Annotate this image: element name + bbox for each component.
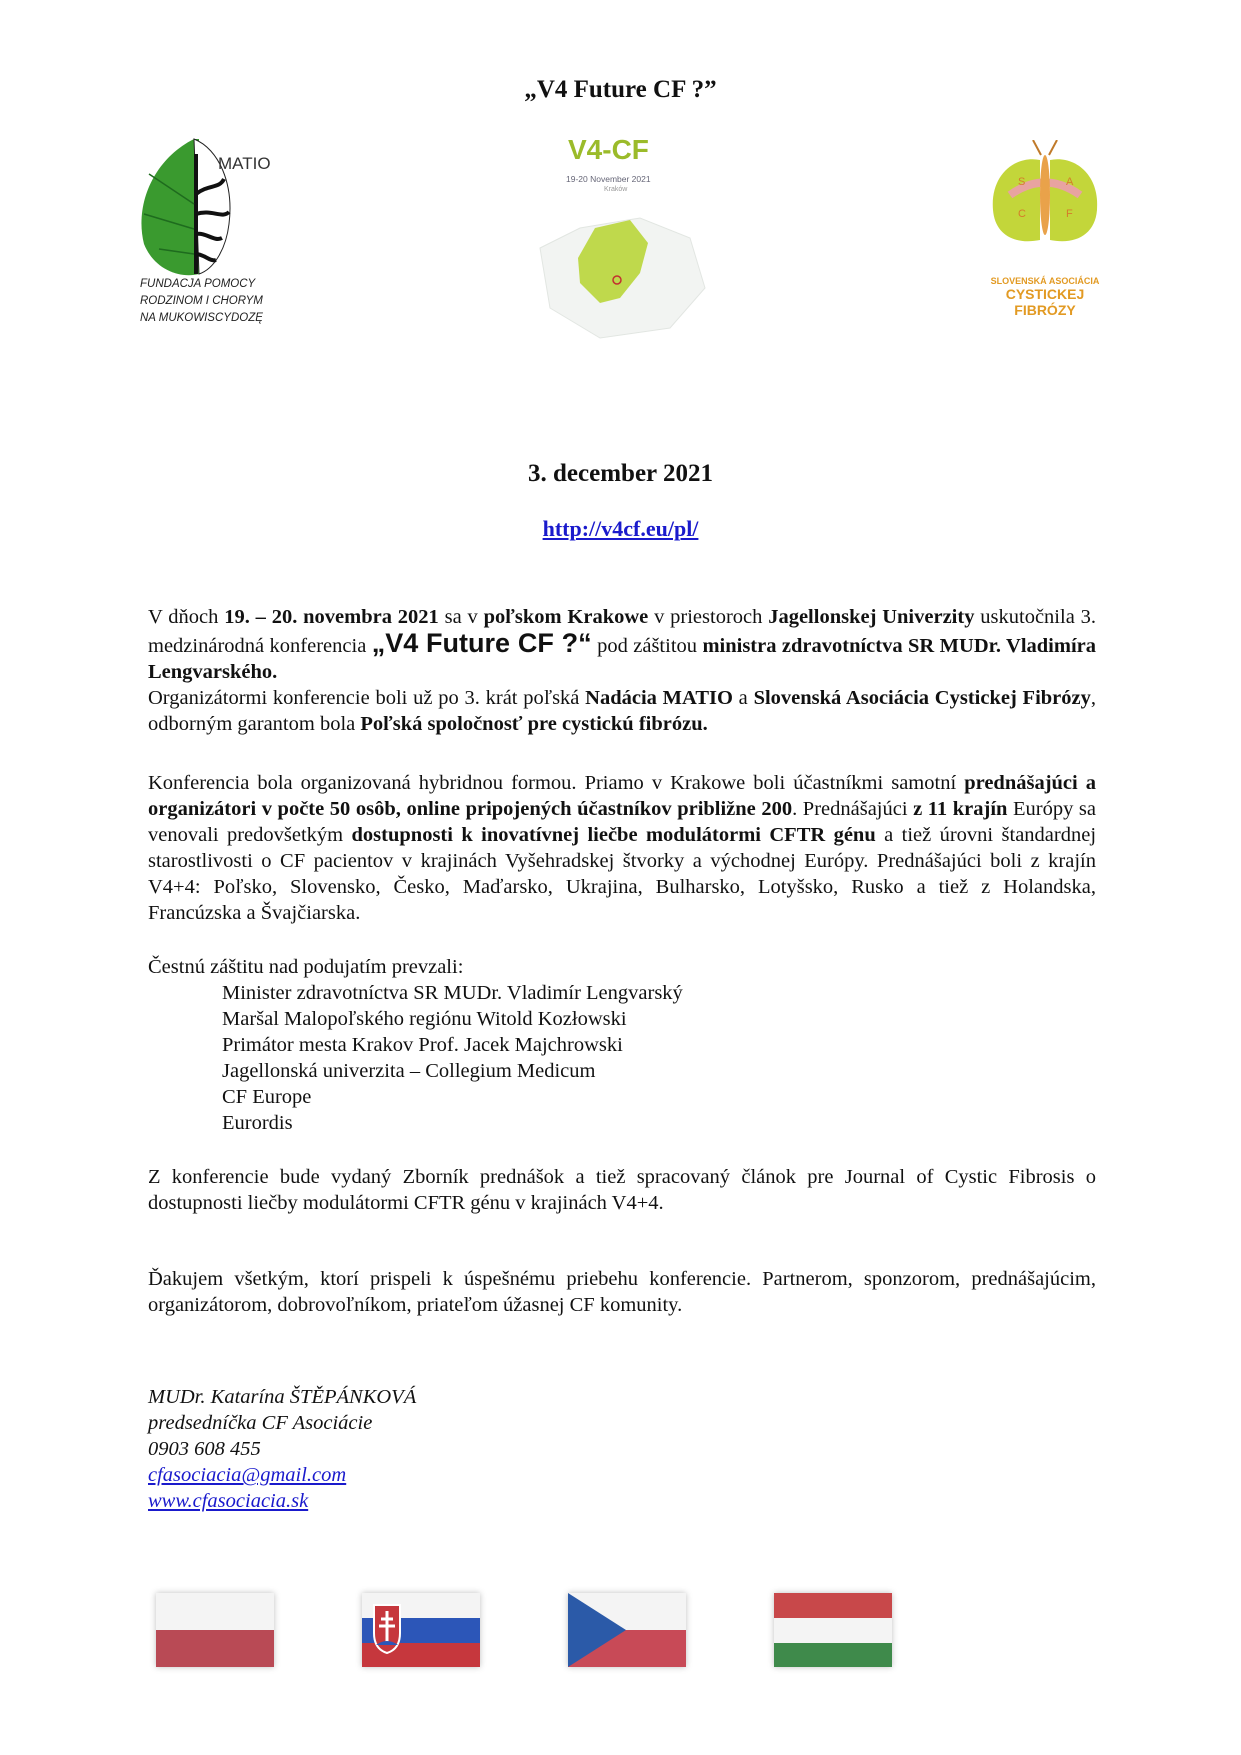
signature-phone: 0903 608 455 (148, 1438, 261, 1460)
butterfly-lungs-icon (985, 140, 1105, 260)
paragraph-intro: V dňoch 19. – 20. novembra 2021 sa v poľskom Krakowe v priestoroch Jagellonskej Univerzity uskutočnila 3. medzinárodná konferencia „V4 Future CF ?“ pod záštitou ministra zdravotníctva SR MUDr. Vladimíra Lengvarského. Organizátormi konferencie boli už po 3. krát poľská Nadácia MATIO a Slovenská Asociácia Cystickej Fibrózy, odborným garantom bola Poľská spoločnosť pre cystickú fibrózu. (148, 606, 1096, 735)
v4cf-dates: 19-20 November 2021 (566, 174, 651, 184)
paragraph-thanks: Ďakujem všetkým, ktorí prispeli k úspešnému priebehu konferencie. Partnerom, sponzorom, prednášajúcim, organizátorom, dobrovoľníkom, priateľom úžasnej CF komunity. (148, 1268, 1096, 1316)
paragraph-proceedings: Z konferencie bude vydaný Zborník prednášok a tiež spracovaný článok pre Journal of Cystic Fibrosis o dostupnosti liečby modulátormi CFTR génu v krajinách V4+4. (148, 1166, 1096, 1214)
hungary-flag (774, 1593, 892, 1667)
paragraph-format: Konferencia bola organizovaná hybridnou formou. Priamo v Krakowe boli účastníkmi samotní prednášajúci a organizátori v počte 50 osôb, online pripojených účastníkov približne 200. Prednášajúci z 11 krajín Európy sa venovali predovšetkým dostupnosti k inovatívnej liečbe modulátormi CFTR génu a tiež úrovni štandardnej starostlivosti o CF pacientov v krajinách Vyšehradskej štvorky a východnej Európy. Prednášajúci boli z krajín V4+4: Poľsko, Slovensko, Česko, Maďarsko, Ukrajina, Bulharsko, Lotyšsko, Rusko a tiež z Holandska, Francúzska a Švajčiarska. (148, 772, 1097, 924)
v4cf-logo (520, 128, 720, 348)
sacf-letter-c: C (1018, 208, 1026, 220)
website-link[interactable]: http://v4cf.eu/pl/ (542, 516, 699, 541)
v4-map-icon (520, 188, 720, 348)
patron-item: CF Europe (222, 1086, 312, 1108)
poland-flag (156, 1593, 274, 1667)
matio-logo (134, 134, 284, 364)
czechia-flag (568, 1593, 686, 1667)
patron-item: Eurordis (222, 1112, 293, 1134)
v4cf-city: Kraków (604, 186, 628, 193)
sacf-caption: SLOVENSKÁ ASOCIÁCIA CYSTICKEJ FIBRÓZY (990, 276, 1100, 318)
document-date: 3. december 2021 (528, 460, 713, 487)
slovakia-flag (362, 1593, 480, 1667)
signature-name: MUDr. Katarína ŠTĚPÁNKOVÁ (148, 1386, 417, 1408)
patron-item: Minister zdravotníctva SR MUDr. Vladimír Lengvarský (222, 982, 683, 1004)
website-url (0, 516, 1241, 542)
patron-item: Primátor mesta Krakov Prof. Jacek Majchrowski (222, 1034, 623, 1056)
patrons-intro: Čestnú záštitu nad podujatím prevzali: (148, 956, 464, 978)
patrons-list (148, 980, 1096, 1136)
patrons-section (148, 954, 1096, 1136)
sacf-logo (985, 140, 1105, 340)
paragraph-organizers: Organizátormi konferencie boli už po 3. krát poľská Nadácia MATIO a Slovenská Asociácia Cystickej Fibrózy, odborným garantom bola Poľská spoločnosť pre cystickú fibrózu. (148, 687, 1096, 735)
sacf-letter-a: A (1066, 176, 1074, 188)
conference-name: „V4 Future CF ?“ (371, 628, 592, 658)
sacf-letter-f: F (1066, 208, 1073, 220)
signature-web-link[interactable]: www.cfasociacia.sk (148, 1490, 309, 1512)
signature-role: predsedníčka CF Asociácie (148, 1412, 373, 1434)
patron-item: Maršal Malopoľského regiónu Witold Kozłowski (222, 1008, 627, 1030)
patron-item: Jagellonská univerzita – Collegium Medicum (222, 1060, 596, 1082)
v4cf-brand: V4-CF (568, 134, 649, 165)
sacf-letter-s: S (1018, 176, 1026, 188)
signature-block (148, 1384, 416, 1514)
matio-brand: MATIO (218, 154, 271, 173)
signature-email-link[interactable]: cfasociacia@gmail.com (148, 1464, 347, 1486)
matio-caption: FUNDACJA POMOCY RODZINOM I CHORYM NA MUKOWISCYDOZĘ (140, 278, 263, 324)
document-title: „V4 Future CF ?” (524, 76, 717, 103)
